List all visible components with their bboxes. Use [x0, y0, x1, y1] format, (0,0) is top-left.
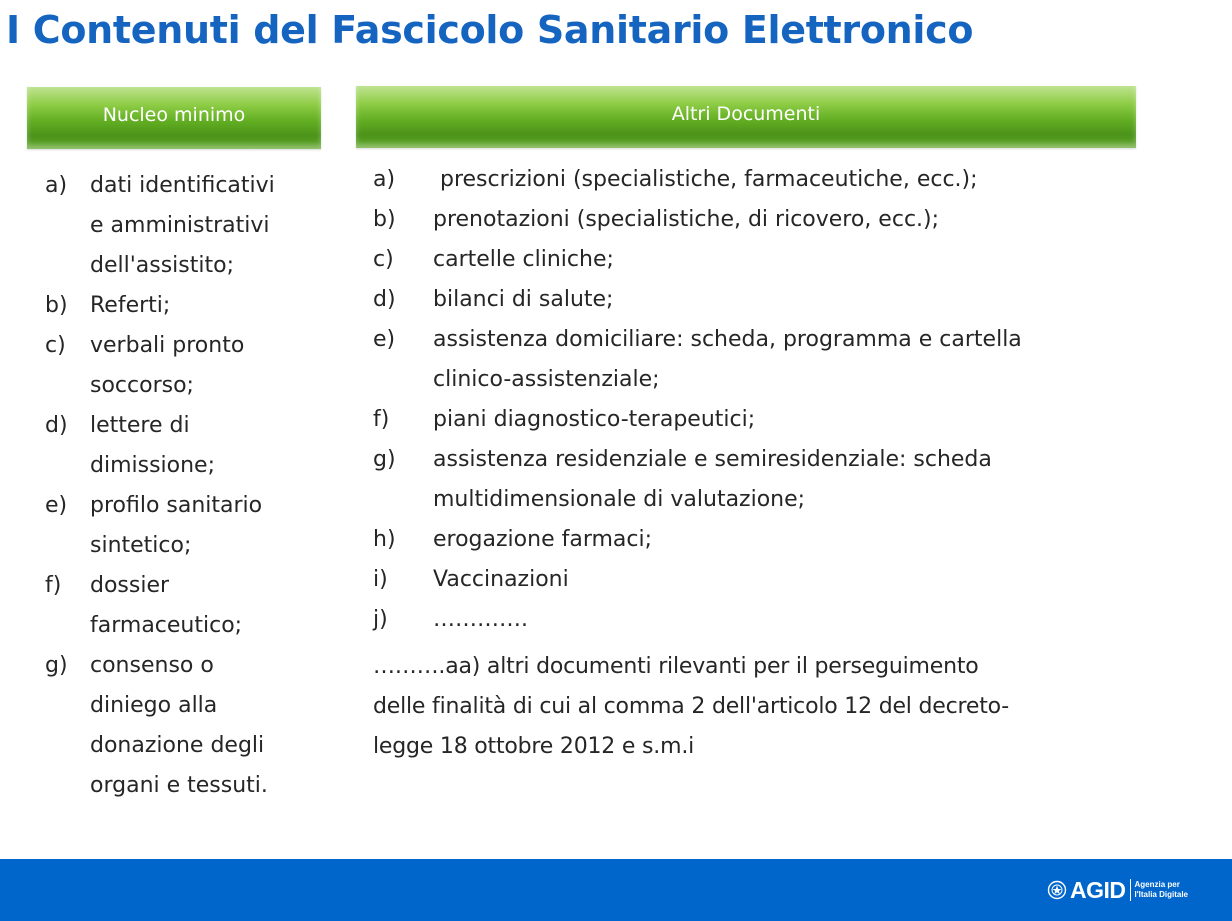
list-marker: h)	[373, 527, 396, 552]
list-item-text	[433, 520, 1163, 560]
list-item	[373, 200, 1163, 240]
list-item-text	[90, 326, 330, 406]
agid-subtitle-line: l'Italia Digitale	[1134, 890, 1188, 899]
list-item-line: multidimensionale di valutazione;	[433, 487, 806, 512]
list-item-text	[433, 160, 1163, 200]
list-item	[373, 520, 1163, 560]
list-item-line: dimissione;	[90, 453, 216, 478]
closing-line: ……….aa) altri documenti rilevanti per il perseguimento	[373, 654, 979, 679]
list-item-line: lettere di	[90, 413, 190, 438]
list-item-text	[90, 566, 330, 646]
altri-documenti-header: Altri Documenti	[356, 86, 1136, 148]
list-marker: e)	[45, 493, 68, 518]
list-item-text	[433, 200, 1163, 240]
list-marker: a)	[45, 173, 68, 198]
list-item-line: farmaceutico;	[90, 613, 243, 638]
list-item-line: diniego alla	[90, 693, 218, 718]
list-marker: i)	[373, 567, 388, 592]
list-item-text	[90, 646, 330, 806]
list-item-line: Vaccinazioni	[433, 567, 569, 592]
list-item-line: sintetico;	[90, 533, 192, 558]
closing-paragraph	[373, 647, 1173, 767]
list-marker: f)	[45, 573, 62, 598]
nucleo-minimo-list	[45, 166, 330, 806]
list-marker: j)	[373, 607, 388, 632]
list-item-line: prenotazioni (specialistiche, di ricovero, ecc.);	[433, 207, 940, 232]
list-marker: e)	[373, 327, 396, 352]
list-item-text	[90, 166, 330, 286]
list-marker: g)	[45, 653, 68, 678]
list-item-line: dossier	[90, 573, 170, 598]
list-marker: d)	[373, 287, 396, 312]
list-item-text	[90, 406, 330, 486]
list-item	[45, 486, 330, 566]
list-item	[373, 280, 1163, 320]
emblem-icon	[1047, 880, 1067, 900]
list-item-text	[433, 320, 1163, 400]
list-item	[45, 286, 330, 326]
list-item	[45, 646, 330, 806]
list-item-line: soccorso;	[90, 373, 194, 398]
list-item	[45, 166, 330, 286]
list-item-line: assistenza residenziale e semiresidenziale: scheda	[433, 447, 992, 472]
list-item	[373, 320, 1163, 400]
list-item	[373, 240, 1163, 280]
agid-subtitle-line: Agenzia per	[1134, 880, 1180, 889]
list-item	[373, 560, 1163, 600]
footer-bar	[0, 859, 1232, 921]
list-item	[45, 326, 330, 406]
list-item-text	[433, 560, 1163, 600]
list-item-line: prescrizioni (specialistiche, farmaceutiche, ecc.);	[433, 167, 978, 192]
list-marker: d)	[45, 413, 68, 438]
list-item-text	[433, 400, 1163, 440]
list-item-line: Referti;	[90, 293, 171, 318]
list-marker: c)	[45, 333, 66, 358]
list-item-line: dell'assistito;	[90, 253, 234, 278]
list-item-line: piani diagnostico-terapeutici;	[433, 407, 756, 432]
list-item-line: cartelle cliniche;	[433, 247, 614, 272]
agid-subtitle	[1135, 880, 1188, 900]
list-item-line: e amministrativi	[90, 213, 270, 238]
list-item-line: donazione degli	[90, 733, 265, 758]
list-item	[373, 160, 1163, 200]
agid-logo	[1047, 878, 1188, 902]
list-item-line: profilo sanitario	[90, 493, 263, 518]
list-item-line: ………….	[433, 607, 528, 632]
altri-documenti-list	[373, 160, 1163, 640]
list-item-text	[433, 240, 1163, 280]
list-item-line: dati identificativi	[90, 173, 275, 198]
list-item-text	[433, 600, 1163, 640]
agid-wordmark: AGID	[1070, 877, 1126, 903]
closing-line: delle finalità di cui al comma 2 dell'articolo 12 del decreto-	[373, 694, 1010, 719]
page-title: I Contenuti del Fascicolo Sanitario Elettronico	[6, 8, 974, 52]
list-item	[45, 566, 330, 646]
logo-separator	[1130, 879, 1131, 901]
list-item-line: clinico-assistenziale;	[433, 367, 660, 392]
list-item	[373, 600, 1163, 640]
list-item	[373, 400, 1163, 440]
list-item-line: bilanci di salute;	[433, 287, 614, 312]
list-item-line: assistenza domiciliare: scheda, programma e cartella	[433, 327, 1022, 352]
list-item-text	[90, 286, 330, 326]
list-item-line: consenso o	[90, 653, 214, 678]
list-marker: b)	[373, 207, 396, 232]
list-marker: b)	[45, 293, 68, 318]
list-item-text	[433, 440, 1163, 520]
list-item-line: organi e tessuti.	[90, 773, 268, 798]
list-item	[45, 406, 330, 486]
nucleo-minimo-header: Nucleo minimo	[27, 87, 321, 149]
list-marker: f)	[373, 407, 390, 432]
list-marker: c)	[373, 247, 394, 272]
list-marker: a)	[373, 167, 396, 192]
list-marker: g)	[373, 447, 396, 472]
closing-line: legge 18 ottobre 2012 e s.m.i	[373, 734, 695, 759]
list-item	[373, 440, 1163, 520]
list-item-line: erogazione farmaci;	[433, 527, 653, 552]
list-item-text	[433, 280, 1163, 320]
list-item-line: verbali pronto	[90, 333, 245, 358]
list-item-text	[90, 486, 330, 566]
